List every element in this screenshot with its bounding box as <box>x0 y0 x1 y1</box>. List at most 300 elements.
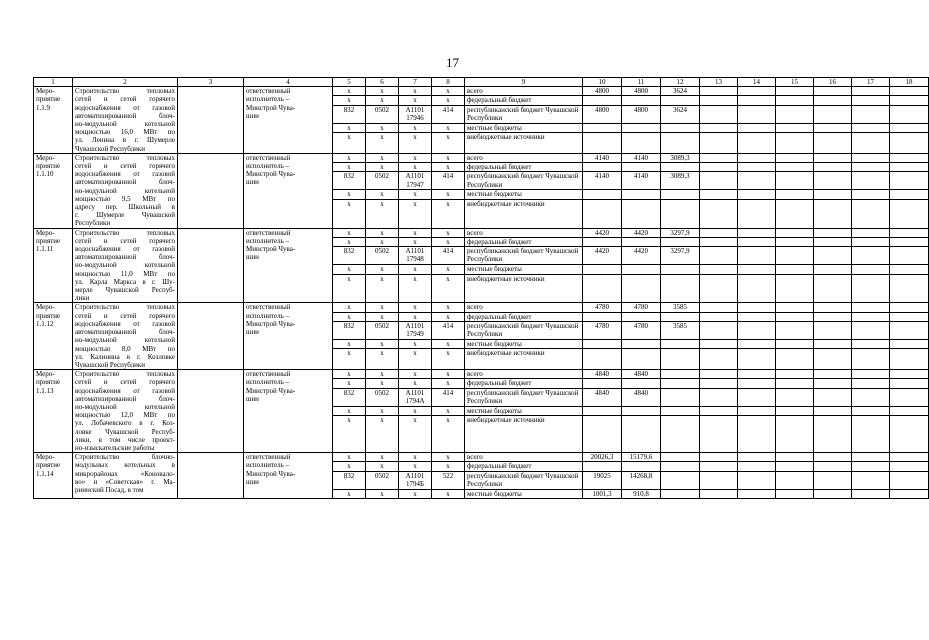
value-cell: 4840 <box>622 370 661 379</box>
empty-cell <box>852 370 890 379</box>
value-cell <box>661 415 700 452</box>
value-cell <box>622 133 661 154</box>
grbs-cell: 832 <box>333 471 366 489</box>
funding-source-cell: внебюджетные источники <box>465 199 583 228</box>
value-cell <box>583 340 622 349</box>
funding-source-cell: федеральный бюджет <box>465 312 583 321</box>
expense-type-cell: 522 <box>432 471 465 489</box>
expense-type-cell: 414 <box>432 388 465 406</box>
measure-name-line: сетей и сетей горячего <box>75 236 175 245</box>
expense-type-cell: x <box>432 303 465 312</box>
measure-code-line: приятие <box>36 95 61 104</box>
grbs-cell: x <box>333 462 366 471</box>
empty-cell <box>852 388 890 406</box>
value-cell <box>622 199 661 228</box>
executor-line: шии <box>246 477 259 486</box>
funding-source-cell: республиканский бюджет Чувашской Республики <box>465 247 583 265</box>
column-number-7: 7 <box>399 78 432 87</box>
empty-cell <box>852 96 890 105</box>
measure-name <box>73 228 178 303</box>
empty-cell <box>890 303 929 312</box>
executor-line: Минстрой Чува- <box>246 386 296 395</box>
funding-source-cell: местные бюджеты <box>465 190 583 199</box>
empty-cell <box>890 172 929 190</box>
funding-source-cell: федеральный бюджет <box>465 237 583 246</box>
empty-cell <box>700 247 738 265</box>
empty-cell <box>814 388 852 406</box>
measure-name-line: г. Шумерле Чувашской <box>75 211 175 220</box>
value-cell: 4140 <box>622 172 661 190</box>
measure-name-line: водоснабжения от газовой <box>75 103 175 112</box>
empty-cell <box>890 87 929 96</box>
empty-cell <box>700 172 738 190</box>
value-cell <box>661 379 700 388</box>
target-article-cell: x <box>399 453 432 462</box>
target-article-cell: А1101 17947 <box>399 172 432 190</box>
executor-line: Минстрой Чува- <box>246 319 296 328</box>
empty-cell <box>776 163 814 172</box>
column-number-6: 6 <box>366 78 399 87</box>
target-article-cell: x <box>399 312 432 321</box>
empty-cell <box>738 406 776 415</box>
grbs-cell: x <box>333 228 366 237</box>
column-number-10: 10 <box>583 78 622 87</box>
executor <box>244 303 333 370</box>
column-number-3: 3 <box>178 78 244 87</box>
funding-source-cell: всего <box>465 370 583 379</box>
grbs-cell: x <box>333 237 366 246</box>
empty-cell <box>852 462 890 471</box>
measure-name-line: мощностью 11,0 МВт по <box>75 269 175 278</box>
grbs-cell: 832 <box>333 105 366 123</box>
measure-name-line: Строительство блочно- <box>75 453 175 462</box>
value-cell <box>583 199 622 228</box>
empty-cell <box>814 199 852 228</box>
value-cell: 4780 <box>583 321 622 339</box>
measure-name-line: Строительство тепловых <box>75 303 175 312</box>
table-row <box>34 303 929 312</box>
target-article-cell: А1101 1794Б <box>399 471 432 489</box>
value-cell <box>583 133 622 154</box>
empty-cell <box>178 228 244 303</box>
value-cell <box>661 471 700 489</box>
value-cell <box>661 123 700 132</box>
funding-source-cell: федеральный бюджет <box>465 462 583 471</box>
empty-cell <box>700 453 738 462</box>
grbs-cell: 832 <box>333 247 366 265</box>
funding-source-cell: республиканский бюджет Чувашской Республики <box>465 388 583 406</box>
empty-cell <box>852 190 890 199</box>
target-article-cell: x <box>399 462 432 471</box>
value-cell <box>583 265 622 274</box>
funding-source-cell: местные бюджеты <box>465 265 583 274</box>
value-cell <box>622 349 661 370</box>
funding-source-cell: федеральный бюджет <box>465 379 583 388</box>
section-cell: x <box>366 87 399 96</box>
empty-cell <box>852 172 890 190</box>
empty-cell <box>814 190 852 199</box>
expense-type-cell: x <box>432 370 465 379</box>
empty-cell <box>814 462 852 471</box>
executor-line: шии <box>246 111 259 120</box>
grbs-cell: x <box>333 370 366 379</box>
empty-cell <box>700 321 738 339</box>
empty-cell <box>852 153 890 162</box>
section-cell: x <box>366 489 399 498</box>
budget-table <box>33 77 929 499</box>
empty-cell <box>776 247 814 265</box>
column-number-14: 14 <box>738 78 776 87</box>
grbs-cell: x <box>333 415 366 452</box>
section-cell: x <box>366 96 399 105</box>
value-cell: 3624 <box>661 105 700 123</box>
value-cell <box>583 237 622 246</box>
empty-cell <box>738 237 776 246</box>
value-cell: 14268,8 <box>622 471 661 489</box>
empty-cell <box>700 190 738 199</box>
empty-cell <box>776 265 814 274</box>
empty-cell <box>738 312 776 321</box>
empty-cell <box>890 105 929 123</box>
value-cell <box>661 453 700 462</box>
measure-name-line: водоснабжения от газовой <box>75 386 175 395</box>
value-cell <box>622 379 661 388</box>
empty-cell <box>738 349 776 370</box>
empty-cell <box>852 247 890 265</box>
measure-name <box>73 370 178 453</box>
empty-cell <box>890 237 929 246</box>
empty-cell <box>700 265 738 274</box>
empty-cell <box>814 312 852 321</box>
value-cell <box>583 312 622 321</box>
empty-cell <box>738 153 776 162</box>
expense-type-cell: x <box>432 274 465 303</box>
empty-cell <box>852 163 890 172</box>
section-cell: x <box>366 237 399 246</box>
section-cell: x <box>366 303 399 312</box>
empty-cell <box>890 489 929 498</box>
empty-cell <box>738 190 776 199</box>
empty-cell <box>738 388 776 406</box>
section-cell: x <box>366 340 399 349</box>
grbs-cell: 832 <box>333 172 366 190</box>
empty-cell <box>738 123 776 132</box>
measure-name-line: водоснабжения от газовой <box>75 319 175 328</box>
grbs-cell: x <box>333 199 366 228</box>
empty-cell <box>814 96 852 105</box>
executor-line: исполнитель – <box>246 162 290 171</box>
value-cell: 4800 <box>622 87 661 96</box>
measure-name-line: мощностью 12,0 МВт по <box>75 411 175 420</box>
value-cell: 910,8 <box>622 489 661 498</box>
empty-cell <box>852 489 890 498</box>
empty-cell <box>776 379 814 388</box>
table-row <box>34 87 929 96</box>
empty-cell <box>700 303 738 312</box>
expense-type-cell: x <box>432 153 465 162</box>
empty-cell <box>738 199 776 228</box>
empty-cell <box>738 379 776 388</box>
executor-line: ответственный <box>246 303 291 312</box>
value-cell <box>622 237 661 246</box>
grbs-cell: x <box>333 274 366 303</box>
target-article-cell: x <box>399 303 432 312</box>
value-cell <box>583 190 622 199</box>
value-cell <box>622 96 661 105</box>
measure-name-line: автоматизированной блоч- <box>75 111 175 120</box>
value-cell: 4780 <box>622 303 661 312</box>
funding-source-cell: всего <box>465 303 583 312</box>
empty-cell <box>814 123 852 132</box>
empty-cell <box>776 172 814 190</box>
measure-name-line: Чувашской Республики <box>75 360 146 369</box>
target-article-cell: x <box>399 228 432 237</box>
measure-code <box>34 87 73 154</box>
measure-name-line: ул. Ленина в г. Шумерле <box>75 136 175 145</box>
empty-cell <box>776 406 814 415</box>
value-cell <box>583 462 622 471</box>
empty-cell <box>890 453 929 462</box>
section-cell: x <box>366 133 399 154</box>
empty-cell <box>776 96 814 105</box>
funding-source-cell: местные бюджеты <box>465 489 583 498</box>
empty-cell <box>814 415 852 452</box>
executor-line: шии <box>246 253 259 262</box>
empty-cell <box>700 388 738 406</box>
column-number-15: 15 <box>776 78 814 87</box>
value-cell: 4840 <box>583 370 622 379</box>
expense-type-cell: x <box>432 133 465 154</box>
measure-name-line: ловке Чувашской Респуб- <box>75 427 175 436</box>
section-cell: x <box>366 123 399 132</box>
empty-cell <box>890 133 929 154</box>
empty-cell <box>890 190 929 199</box>
measure-name-line: Строительство тепловых <box>75 228 175 237</box>
value-cell <box>661 265 700 274</box>
measure-name-line: сетей и сетей горячего <box>75 162 175 171</box>
section-cell: x <box>366 415 399 452</box>
empty-cell <box>814 406 852 415</box>
grbs-cell: x <box>333 153 366 162</box>
measure-name <box>73 453 178 499</box>
value-cell <box>622 123 661 132</box>
measure-name <box>73 303 178 370</box>
value-cell <box>583 96 622 105</box>
target-article-cell: x <box>399 163 432 172</box>
measure-name-line: лики, в том числе проект- <box>75 435 175 444</box>
measure-name-line: Республики <box>75 219 111 228</box>
measure-code-line: 1.1.14 <box>36 469 54 478</box>
empty-cell <box>852 303 890 312</box>
value-cell: 15179,6 <box>622 453 661 462</box>
grbs-cell: x <box>333 87 366 96</box>
empty-cell <box>776 349 814 370</box>
grbs-cell: x <box>333 379 366 388</box>
executor-line: ответственный <box>246 453 291 462</box>
measure-code-line: Меро- <box>36 370 55 379</box>
empty-cell <box>738 303 776 312</box>
value-cell: 4420 <box>622 228 661 237</box>
value-cell: 4420 <box>583 247 622 265</box>
empty-cell <box>776 133 814 154</box>
value-cell: 4140 <box>622 153 661 162</box>
target-article-cell: x <box>399 406 432 415</box>
executor-line: ответственный <box>246 370 291 379</box>
empty-cell <box>700 349 738 370</box>
executor-line: исполнитель – <box>246 236 290 245</box>
grbs-cell: x <box>333 489 366 498</box>
executor-line: ответственный <box>246 228 291 237</box>
measure-name-line: автоматизированной блоч- <box>75 328 175 337</box>
measure-name-line: водоснабжения от газовой <box>75 245 175 254</box>
executor <box>244 87 333 154</box>
empty-cell <box>852 133 890 154</box>
value-cell <box>622 274 661 303</box>
measure-code-line: Меро- <box>36 228 55 237</box>
value-cell: 3297,9 <box>661 228 700 237</box>
column-number-11: 11 <box>622 78 661 87</box>
expense-type-cell: 414 <box>432 172 465 190</box>
column-number-12: 12 <box>661 78 700 87</box>
empty-cell <box>890 406 929 415</box>
value-cell <box>661 190 700 199</box>
section-cell: 0502 <box>366 105 399 123</box>
empty-cell <box>890 247 929 265</box>
value-cell <box>661 489 700 498</box>
section-cell: 0502 <box>366 321 399 339</box>
empty-cell <box>738 453 776 462</box>
section-cell: x <box>366 462 399 471</box>
section-cell: x <box>366 370 399 379</box>
funding-source-cell: местные бюджеты <box>465 123 583 132</box>
measure-name-line: сетей и сетей горячего <box>75 378 175 387</box>
executor <box>244 153 333 228</box>
expense-type-cell: x <box>432 406 465 415</box>
funding-source-cell: республиканский бюджет Чувашской Республики <box>465 471 583 489</box>
empty-cell <box>852 340 890 349</box>
empty-cell <box>776 87 814 96</box>
funding-source-cell: всего <box>465 87 583 96</box>
value-cell <box>661 274 700 303</box>
grbs-cell: x <box>333 312 366 321</box>
expense-type-cell: 414 <box>432 247 465 265</box>
empty-cell <box>776 415 814 452</box>
empty-cell <box>852 406 890 415</box>
target-article-cell: x <box>399 96 432 105</box>
expense-type-cell: x <box>432 453 465 462</box>
empty-cell <box>814 133 852 154</box>
executor-line: исполнитель – <box>246 311 290 320</box>
measure-name-line: мощностью 8,0 МВт по <box>75 344 175 353</box>
funding-source-cell: всего <box>465 228 583 237</box>
empty-cell <box>700 340 738 349</box>
value-cell: 3624 <box>661 87 700 96</box>
empty-cell <box>814 379 852 388</box>
measure-name-line: лики <box>75 294 90 303</box>
measure-code-line: Меро- <box>36 153 55 162</box>
target-article-cell: А1101 17949 <box>399 321 432 339</box>
column-number-1: 1 <box>34 78 73 87</box>
funding-source-cell: внебюджетные источники <box>465 274 583 303</box>
funding-source-cell: местные бюджеты <box>465 406 583 415</box>
executor-line: шии <box>246 394 259 403</box>
grbs-cell: x <box>333 340 366 349</box>
grbs-cell: x <box>333 190 366 199</box>
empty-cell <box>738 105 776 123</box>
empty-cell <box>852 105 890 123</box>
measure-name <box>73 153 178 228</box>
empty-cell <box>738 228 776 237</box>
value-cell <box>622 312 661 321</box>
empty-cell <box>890 349 929 370</box>
expense-type-cell: x <box>432 462 465 471</box>
empty-cell <box>738 415 776 452</box>
executor-line: Минстрой Чува- <box>246 469 296 478</box>
value-cell: 4800 <box>583 105 622 123</box>
measure-code <box>34 370 73 453</box>
empty-cell <box>738 265 776 274</box>
measure-name-line: ул. Лобачевского в г. Коз- <box>75 419 175 428</box>
value-cell <box>622 462 661 471</box>
measure-code-line: приятие <box>36 162 61 171</box>
empty-cell <box>700 379 738 388</box>
funding-source-cell: всего <box>465 453 583 462</box>
funding-source-cell: внебюджетные источники <box>465 415 583 452</box>
measure-name-line: мощностью 16,0 МВт по <box>75 128 175 137</box>
empty-cell <box>738 163 776 172</box>
empty-cell <box>852 237 890 246</box>
page-number: 17 <box>446 55 459 70</box>
section-cell: x <box>366 379 399 388</box>
section-cell: x <box>366 265 399 274</box>
empty-cell <box>852 199 890 228</box>
empty-cell <box>890 199 929 228</box>
empty-cell <box>890 321 929 339</box>
value-cell: 4780 <box>583 303 622 312</box>
value-cell <box>622 163 661 172</box>
expense-type-cell: x <box>432 96 465 105</box>
empty-cell <box>776 199 814 228</box>
column-number-16: 16 <box>814 78 852 87</box>
measure-code-line: Меро- <box>36 303 55 312</box>
empty-cell <box>776 312 814 321</box>
grbs-cell: x <box>333 349 366 370</box>
empty-cell <box>852 471 890 489</box>
empty-cell <box>700 87 738 96</box>
table-row <box>34 453 929 462</box>
executor-line: Минстрой Чува- <box>246 245 296 254</box>
grbs-cell: x <box>333 133 366 154</box>
column-number-9: 9 <box>465 78 583 87</box>
measure-code <box>34 228 73 303</box>
section-cell: 0502 <box>366 471 399 489</box>
empty-cell <box>178 303 244 370</box>
target-article-cell: x <box>399 415 432 452</box>
measure-name-line: риинский Посад, в том <box>75 485 144 494</box>
expense-type-cell: 414 <box>432 105 465 123</box>
empty-cell <box>814 237 852 246</box>
value-cell: 4420 <box>622 247 661 265</box>
header-row <box>34 78 929 87</box>
empty-cell <box>890 96 929 105</box>
section-cell: x <box>366 199 399 228</box>
funding-source-cell: республиканский бюджет Чувашской Республики <box>465 321 583 339</box>
target-article-cell: А1101 17948 <box>399 247 432 265</box>
value-cell <box>583 274 622 303</box>
target-article-cell: А1101 1794А <box>399 388 432 406</box>
expense-type-cell: x <box>432 87 465 96</box>
empty-cell <box>776 274 814 303</box>
